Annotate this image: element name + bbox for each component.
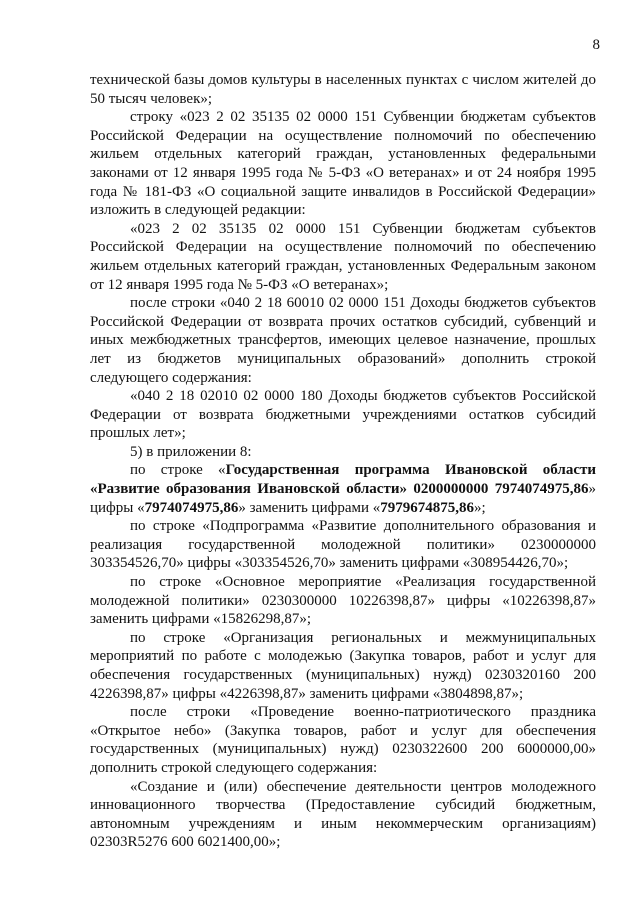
paragraph: «040 2 18 02010 02 0000 180 Доходы бюджетов субъектов Российской Федерации от возврата бюджетными учреждениями остатков субсидий прошлых лет»; — [90, 388, 596, 442]
paragraph: по строке «Подпрограмма «Развитие дополнительного образования и реализация государственной молодежной политики» 0230000000 303354526,70» цифры «303354526,70» заменить цифрами «308954426,70»; — [90, 518, 596, 572]
paragraph: по строке «Основное мероприятие «Реализация государственной молодежной политики» 0230300000 10226398,87» цифры «10226398,87» заменить цифрами «15826298,87»; — [90, 574, 596, 628]
text-fragment: » заменить цифрами « — [238, 499, 381, 516]
text-fragment: »; — [474, 499, 486, 516]
text-fragment: по строке « — [130, 462, 226, 479]
bold-new-amount: 7979674875,86 — [380, 499, 474, 516]
page-number: 8 — [592, 37, 600, 53]
document-body — [90, 71, 596, 852]
paragraph: 5) в приложении 8: — [130, 443, 252, 460]
paragraph: после строки «040 2 18 60010 02 0000 151 Доходы бюджетов субъектов Российской Федерации от возврата прочих остатков субсидий, субвенций и иных межбюджетных трансфертов, имеющих целевое назначение, прошлых лет из бюджетов муниципальных образований» дополнить строкой следующего содержания: — [90, 295, 596, 386]
paragraph: «Создание и (или) обеспечение деятельности центров молодежного инновационного творчества (Предоставление субсидий бюджетным, автономным учреждениям и иным некоммерческим организациям) 02303R5276 600 6021400,00»; — [90, 778, 596, 851]
paragraph: технической базы домов культуры в населенных пунктах с числом жителей до 50 тысяч человек»; — [90, 72, 596, 107]
paragraph-state-program — [90, 461, 596, 517]
text-fragment: » цифры « — [90, 481, 596, 516]
paragraph: «023 2 02 35135 02 0000 151 Субвенции бюджетам субъектов Российской Федерации на осуществление полномочий по обеспечению жильем отдельных категорий граждан, установленных Федеральным законом от 12 января 1995 года № 5-ФЗ «О ветеранах»; — [90, 220, 596, 293]
bold-old-amount: 7974074975,86 — [144, 499, 239, 516]
paragraph: по строке «Организация региональных и межмуниципальных мероприятий по работе с молодежью (Закупка товаров, работ и услуг для обеспечения государственных (муниципальных) нужд) 0230320160 200 4226398,87» цифры «4226398,87» заменить цифрами «3804898,87»; — [90, 629, 596, 702]
paragraph: после строки «Проведение военно-патриотического праздника «Открытое небо» (Закупка товаров, работ и услуг для обеспечения государственных (муниципальных) нужд) 0230322600 200 6000000,00» дополнить строкой следующего содержания: — [90, 704, 596, 776]
paragraph: строку «023 2 02 35135 02 0000 151 Субвенции бюджетам субъектов Российской Федерации на осуществление полномочий по обеспечению жильем отдельных категорий граждан, установленных федеральными законами от 12 января 1995 года № 5-ФЗ «О ветеранах» и от 24 ноября 1995 года № 181-ФЗ «О социальной защите инвалидов в Российской Федерации» изложить в следующей редакции: — [90, 109, 596, 219]
bold-program-name: Государственная программа Ивановской области «Развитие образования Ивановской области» 0200000000 7974074975,86 — [90, 462, 596, 498]
